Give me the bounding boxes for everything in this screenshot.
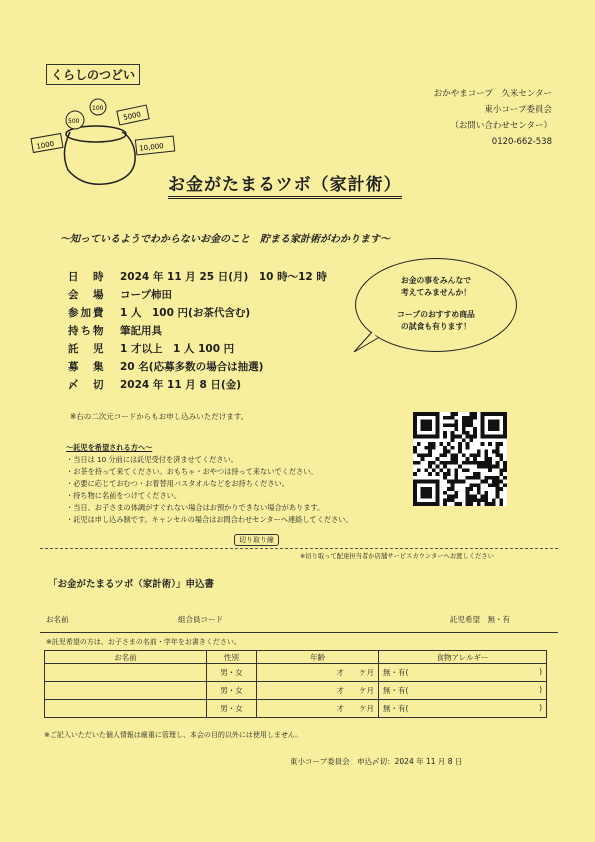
allergy-close: ) [539,703,542,712]
info-row [68,287,327,305]
event-title: お金がたまるツボ（家計術） [168,170,402,199]
sex-cell[interactable]: 男・女 [207,682,257,700]
org-line: おかやまコープ 久米センター [433,89,552,99]
info-row [68,341,327,359]
bubble-line: 考えてみませんか！ [400,288,472,297]
col-header: 性別 [207,651,257,664]
info-label: 会 場 [68,289,106,301]
info-value: 1 人 100 円(お茶代含む) [120,307,251,319]
coin-500-label: 500 [68,118,80,125]
childcare-notes [66,442,353,526]
bill-5000-label: 5000 [122,110,142,122]
applicant-row [40,605,558,633]
info-value: コープ柿田 [120,289,172,301]
cut-note: ※切り取って配達担当者か店舗サービスカウンターへお渡しください [300,553,494,560]
allergy-cell[interactable] [379,664,547,682]
info-label: 日 時 [68,271,106,283]
name-label: お名前 [46,615,69,624]
qr-note: ※右の二次元コードからもお申し込みいただけます。 [70,412,249,421]
bill-10000 [135,136,174,155]
child-table [44,650,547,718]
allergy-choice: 無・有( [383,668,409,677]
childcare-note: ・お茶を持って来てください。おもちゃ・おやつは持って来ないでください。 [66,467,318,476]
info-label: 託 児 [68,343,106,355]
bubble-line: お金の事をみんなで [400,276,472,285]
qr-code-icon[interactable] [413,412,507,506]
allergy-cell[interactable] [379,682,547,700]
info-value: 20 名(応募多数の場合は抽選) [120,361,264,373]
childcare-note: ・持ち物に名前をつけてください。 [66,491,182,500]
info-value: 2024 年 11 月 8 日(金) [120,379,242,391]
allergy-choice: 無・有( [383,686,409,695]
member-code-label: 組合員コード [178,615,223,624]
childcare-choice[interactable]: 託児希望 無・有 [450,615,510,624]
info-label: 募 集 [68,361,106,373]
footer-deadline: 東小コープ委員会 申込〆切：2024 年 11 月 8 日 [290,757,463,766]
age-cell[interactable]: 才 ケ月 [257,682,379,700]
info-label: 〆 切 [68,379,106,391]
coin-100-label: 100 [92,105,104,112]
kid-note: ※託児希望の方は、お子さまの名前・学年をお書きください。 [46,638,241,646]
allergy-cell[interactable] [379,700,547,718]
bill-1000 [31,134,63,153]
form-title: 「お金がたまるツボ（家計術）」申込書 [48,579,215,590]
info-value: 1 才以上 1 人 100 円 [120,343,235,355]
sex-cell[interactable]: 男・女 [207,700,257,718]
info-label: 持ち物 [68,325,106,337]
child-name-cell[interactable] [45,700,207,718]
money-pot-illustration [30,92,180,192]
privacy-note: ※ご記入いただいた個人情報は厳重に管理し、本会の目的以外には使用しません。 [44,731,303,739]
info-value: 2024 年 11 月 25 日(月) 10 時～12 時 [120,271,327,283]
coin-100 [90,99,106,115]
table-row [45,700,547,718]
org-line: （お問い合わせセンター） [450,121,552,131]
allergy-close: ) [539,667,542,676]
cut-line [40,548,558,549]
childcare-note: ・当日、お子さまの体調がすぐれない場合はお預かりできない場合があります。 [66,503,325,512]
info-label: 参加費 [68,307,106,319]
table-header-row [45,651,547,664]
bill-5000 [117,105,149,125]
event-subtitle: ～知っているようでわからないお金のこと 貯まる家計術がわかります～ [60,234,390,245]
bill-10000-label: 10,000 [138,142,165,153]
col-header: 食物アレルギー [379,651,547,664]
cut-label: 切り取り線 [234,534,279,546]
col-header: お名前 [45,651,207,664]
child-name-cell[interactable] [45,682,207,700]
organization-block [392,86,552,150]
info-value: 筆記用具 [120,325,162,337]
bill-1000-label: 1000 [35,139,55,151]
coin-500 [66,111,84,129]
info-row [68,323,327,341]
info-row [68,377,327,395]
childcare-note: ・必要に応じておむつ・お着替用バスタオルなどをお持ちください。 [66,479,289,488]
bubble-line: の試食も有ります！ [400,322,472,331]
age-cell[interactable]: 才 ケ月 [257,664,379,682]
col-header: 年齢 [257,651,379,664]
child-name-cell[interactable] [45,664,207,682]
bubble-line: コープのおすすめ商品 [397,310,475,319]
series-tag: くらしのつどい [46,64,140,85]
age-cell[interactable]: 才 ケ月 [257,700,379,718]
event-info [68,269,327,395]
info-row [68,269,327,287]
allergy-close: ) [539,685,542,694]
bubble-tail [350,330,380,355]
table-row [45,682,547,700]
org-phone: 0120-662-538 [491,137,552,147]
sex-cell[interactable]: 男・女 [207,664,257,682]
childcare-note: ・託児は申し込み制です。キャンセルの場合はお問合わせセンターへ連絡してください。 [66,515,353,524]
childcare-note: ・当日は 10 分前には託児受付を済ませてください。 [66,455,238,464]
table-row [45,664,547,682]
org-line: 東小コープ委員会 [484,105,552,115]
childcare-heading: ～託児を希望される方へ～ [66,443,153,452]
info-row [68,359,327,377]
info-row [68,305,327,323]
allergy-choice: 無・有( [383,704,409,713]
